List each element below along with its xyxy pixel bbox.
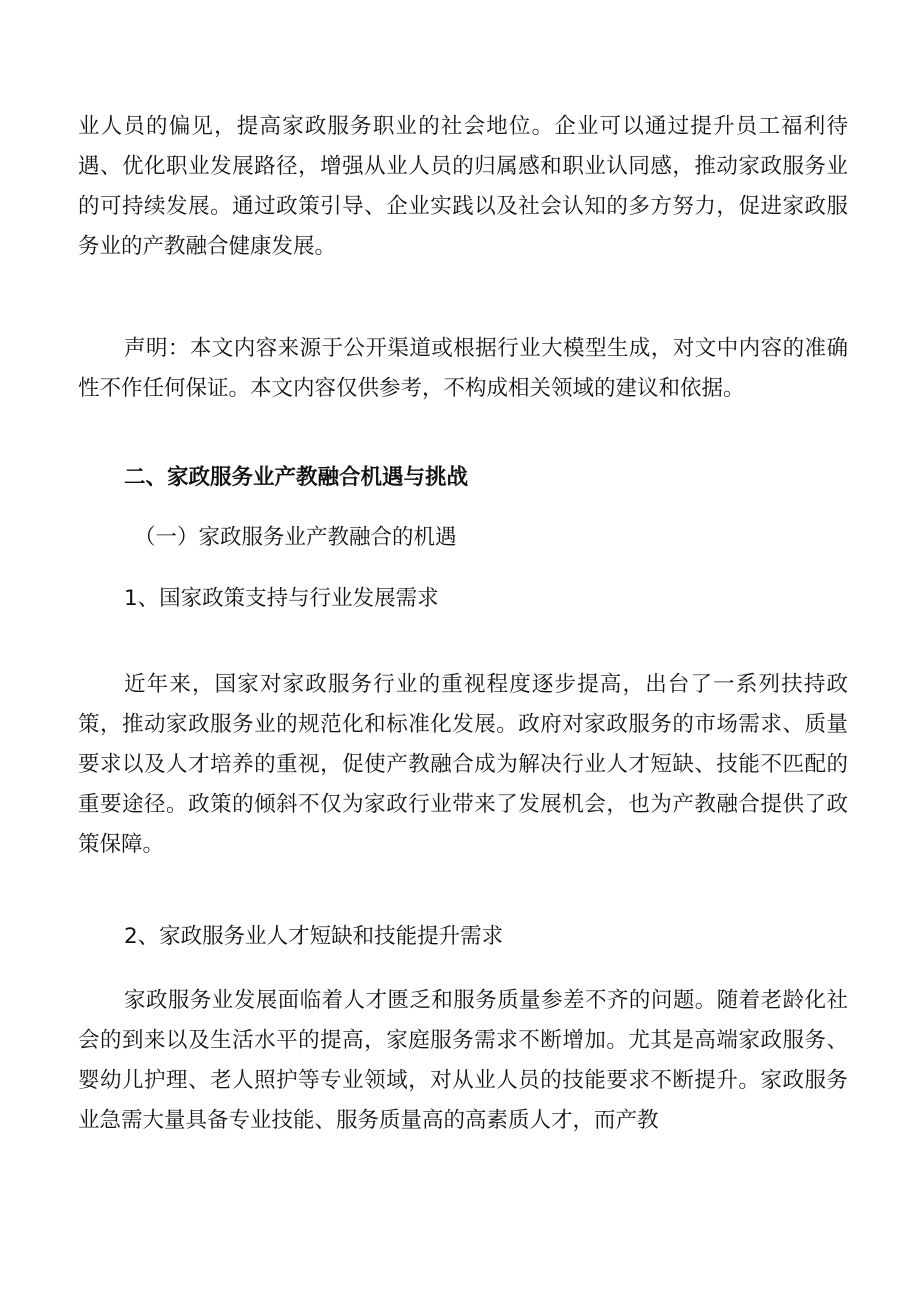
body-paragraph: 近年来，国家对家政服务行业的重视程度逐步提高，出台了一系列扶持政策，推动家政服务业的规范化和标准化发展。政府对家政服务的市场需求、质量要求以及人才培养的重视，促使产教融合成为解决行业人才短缺、技能不匹配的重要途径。政策的倾斜不仅为家政行业带来了发展机会，也为产教融合提供了政策保障。 — [78, 672, 848, 857]
disclaimer-paragraph: 声明：本文内容来源于公开渠道或根据行业大模型生成，对文中内容的准确性不作任何保证。本文内容仅供参考，不构成相关领域的建议和依据。 — [78, 336, 848, 401]
item-heading-1: 1、国家政策支持与行业发展需求 — [124, 586, 439, 611]
body-paragraph: 业人员的偏见，提高家政服务职业的社会地位。企业可以通过提升员工福利待遇、优化职业发展路径，增强从业人员的归属感和职业认同感，推动家政服务业的可持续发展。通过政策引导、企业实践以及社会认知的多方努力，促进家政服务业的产教融合健康发展。 — [78, 114, 848, 259]
section-heading: 二、家政服务业产教融合机遇与挑战 — [124, 465, 469, 490]
item-heading-2: 2、家政服务业人才短缺和技能提升需求 — [124, 924, 504, 949]
subsection-heading: （一）家政服务业产教融合的机遇 — [134, 525, 457, 550]
body-paragraph: 家政服务业发展面临着人才匮乏和服务质量参差不齐的问题。随着老龄化社会的到来以及生活水平的提高，家庭服务需求不断增加。尤其是高端家政服务、婴幼儿护理、老人照护等专业领域，对从业人员的技能要求不断提升。家政服务业急需大量具备专业技能、服务质量高的高素质人才，而产教 — [78, 988, 848, 1133]
